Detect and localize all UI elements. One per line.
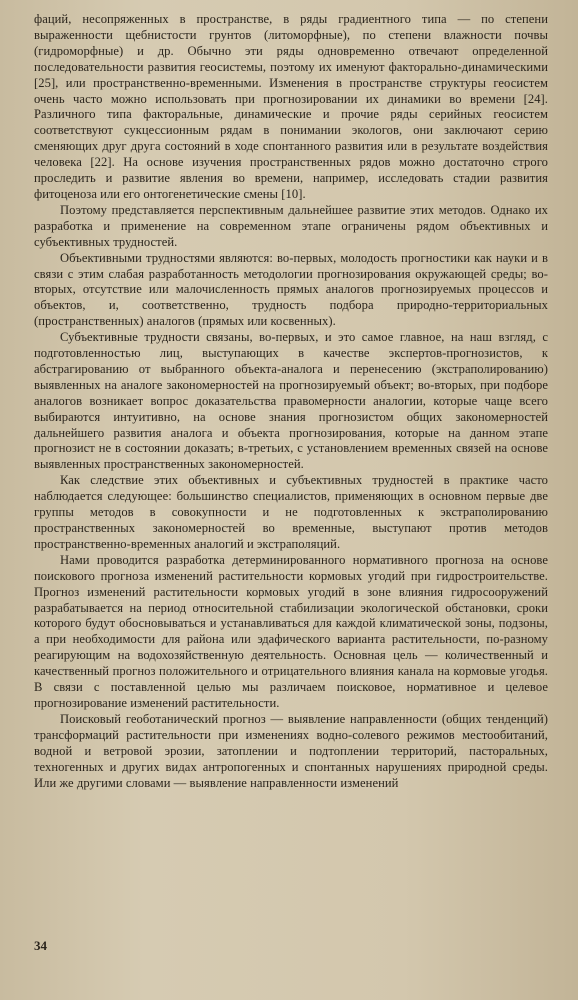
page-number: 34 (34, 938, 47, 953)
page-body-text (34, 12, 548, 791)
paragraph-2: Поэтому представляется перспективным дальнейшее развитие этих методов. Однако их разработка и применение на современном этапе ограничены рядом объективных и субъективных трудностей. (34, 202, 548, 249)
paragraph-5: Как следствие этих объективных и субъективных трудностей в практике часто наблюдается следующее: большинство специалистов, применяющих в основном первые две группы методов в совокупности и не подготовленных к экстраполированию пространственных закономерностей во временные, выступают против методов пространственно-временных аналогий и экстраполяций. (34, 473, 548, 551)
paragraph-4: Субъективные трудности связаны, во-первых, и это самое главное, на наш взгляд, с подготовленностью лиц, выступающих в качестве экспертов-прогнозистов, к абстрагированию от выбранного объекта-аналога и перенесению (экстраполированию) выявленных на аналоге закономерностей на прогнозируемый объект; во-вторых, при подборе аналогов возникает вопрос доказательства правомерности аналогии, которые чаще всего выбираются интуитивно, на основе знания прогнозистом общих закономерностей дальнейшего развития аналога и объекта прогнозирования, которые на данном этапе прогнозист не в состоянии доказать; в-третьих, с установлением временных связей на основе выявленных пространственных закономерностей. (34, 330, 548, 472)
paragraph-6: Нами проводится разработка детерминированного нормативного прогноза на основе поискового прогноза изменений растительности кормовых угодий при гидростроительстве. Прогноз изменений растительности кормовых угодий в зоне влияния гидросооружений разрабатывается на период относительной стабилизации экологической обстановки, сроки которого будут обосновываться и устанавливаться для каждой климатической зоны, подзоны, а при необходимости для района или эдафического варианта растительности, по-разному реагирующим на водохозяйственную деятельность. Основная цель — количественный и качественный прогноз положительного и отрицательного влияния канала на кормовые угодья. В связи с поставленной целью мы различаем поисковое, нормативное и целевое прогнозирование изменений растительности. (34, 552, 548, 710)
paragraph-7: Поисковый геоботанический прогноз — выявление направленности (общих тенденций) трансформаций растительности при изменениях водно-солевого режимов местообитаний, водной и ветровой эрозии, затоплении и подтоплении территорий, пасторальных, техногенных и других видах антропогенных и спонтанных нарушениях природной среды. Или же другими словами — выявление направленности изменений (34, 711, 548, 790)
paragraph-3: Объективными трудностями являются: во-первых, молодость прогностики как науки и в связи с этим слабая разработанность методологии прогнозирования окружающей среды; во-вторых, отсутствие или малочисленность прямых аналогов прогнозируемых процессов и объектов, и, соответственно, трудность подбора природно-территориальных (пространственных) аналогов (прямых или косвенных). (34, 250, 548, 329)
paragraph-1: фаций, несопряженных в пространстве, в ряды градиентного типа — по степени выраженности щебнистости грунтов (литоморфные), по степени влажности почвы (гидроморфные) и др. Обычно эти ряды одновременно отвечают определенной последовательности развития геосистемы, поэтому их именуют факторально-динамическими [25], или пространственно-временными. Изменения в пространстве структуры геосистем очень часто можно использовать при прогнозировании их динамики во времени [24]. Различного типа факторальные, динамические и прочие ряды серийных геосистем соответствуют сукцессионным рядам в понимании экологов, они заключают серию сменяющих друг друга состояний в ходе спонтанного развития или в результате воздействия человека [22]. На основе изучения пространственных рядов можно достаточно строго проследить и развитие явления во времени, например, исследовать стадии развития фитоценоза или его онтогенетические смены [10]. (34, 12, 548, 201)
